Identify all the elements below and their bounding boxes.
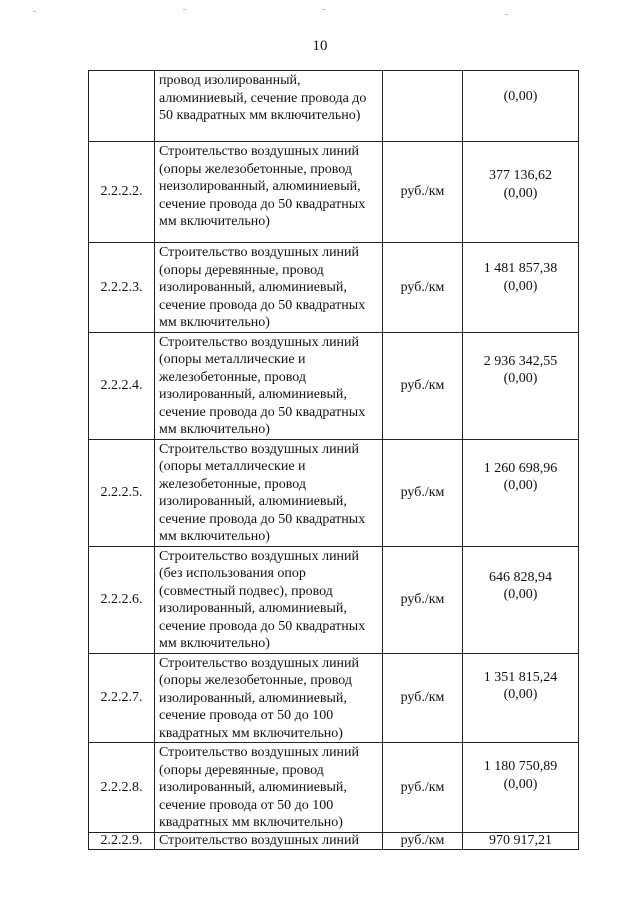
price-value: 1 180 750,89 [483, 759, 558, 774]
row-unit [383, 71, 463, 142]
scan-mark [33, 11, 36, 12]
row-unit: руб./км [383, 332, 463, 439]
table-row [89, 653, 579, 743]
scan-mark [505, 14, 508, 15]
row-price [463, 243, 579, 333]
price-value: 646 828,94 [489, 569, 552, 585]
row-description: Строительство воздушных линий (без использования опор (совместный подвес), провод изолированный, алюминиевый, сечение провода до 50 квадратных мм включительно) [155, 546, 383, 653]
price-value: 970 917,21 [489, 832, 552, 848]
row-price [463, 439, 579, 546]
table-row [89, 439, 579, 546]
price-zero: (0,00) [503, 776, 538, 792]
price-zero: (0,00) [503, 278, 538, 294]
price-zero: (0,00) [503, 478, 538, 493]
row-unit: руб./км [383, 832, 463, 849]
row-number: 2.2.2.8. [89, 743, 155, 833]
row-price [463, 743, 579, 833]
table-row [89, 332, 579, 439]
row-description: Строительство воздушных линий (опоры деревянные, провод изолированный, алюминиевый, сечение провода от 50 до 100 квадратных мм включительно) [155, 743, 383, 833]
price-zero: (0,00) [503, 687, 538, 702]
row-price [463, 142, 579, 243]
row-number: 2.2.2.3. [89, 243, 155, 333]
row-description: Строительство воздушных линий (опоры деревянные, провод изолированный, алюминиевый, сечение провода до 50 квадратных мм включительно) [155, 243, 383, 333]
price-zero: (0,00) [503, 89, 538, 104]
row-unit: руб./км [383, 243, 463, 333]
price-value: 1 260 698,96 [483, 460, 558, 476]
table-row [89, 832, 579, 849]
tariff-table [88, 70, 579, 850]
page-number: 10 [312, 38, 328, 54]
price-zero: (0,00) [503, 587, 538, 602]
scan-mark [322, 9, 325, 10]
row-unit: руб./км [383, 653, 463, 743]
row-number: 2.2.2.4. [89, 332, 155, 439]
price-zero: (0,00) [503, 185, 538, 201]
price-value: 377 136,62 [489, 168, 552, 183]
table-row [89, 142, 579, 243]
table-row [89, 243, 579, 333]
row-price [463, 653, 579, 743]
table-row [89, 743, 579, 833]
price-value: 2 936 342,55 [483, 353, 558, 369]
price-value: 1 351 815,24 [483, 669, 558, 685]
row-unit: руб./км [383, 546, 463, 653]
table-row [89, 71, 579, 142]
row-price [463, 71, 579, 142]
row-number: 2.2.2.2. [89, 142, 155, 243]
table-row [89, 546, 579, 653]
row-unit: руб./км [383, 743, 463, 833]
row-price [463, 546, 579, 653]
row-description: провод изолированный, алюминиевый, сечение провода до 50 квадратных мм включительно) [155, 71, 383, 142]
row-unit: руб./км [383, 439, 463, 546]
row-description: Строительство воздушных линий [155, 832, 383, 849]
row-description: Строительство воздушных линий (опоры металлические и железобетонные, провод изолированный, алюминиевый, сечение провода до 50 квадратных мм включительно) [155, 439, 383, 546]
price-value: 1 481 857,38 [483, 261, 558, 276]
row-unit: руб./км [383, 142, 463, 243]
price-zero: (0,00) [503, 371, 538, 386]
row-price [463, 332, 579, 439]
scan-mark [183, 9, 186, 10]
row-number [89, 71, 155, 142]
row-number: 2.2.2.7. [89, 653, 155, 743]
row-price [463, 832, 579, 849]
row-number: 2.2.2.6. [89, 546, 155, 653]
row-description: Строительство воздушных линий (опоры железобетонные, провод неизолированный, алюминиевый, сечение провода до 50 квадратных мм включительно) [155, 142, 383, 243]
row-number: 2.2.2.9. [89, 832, 155, 849]
row-description: Строительство воздушных линий (опоры железобетонные, провод изолированный, алюминиевый, сечение провода от 50 до 100 квадратных мм включительно) [155, 653, 383, 743]
row-number: 2.2.2.5. [89, 439, 155, 546]
row-description: Строительство воздушных линий (опоры металлические и железобетонные, провод изолированный, алюминиевый, сечение провода до 50 квадратных мм включительно) [155, 332, 383, 439]
